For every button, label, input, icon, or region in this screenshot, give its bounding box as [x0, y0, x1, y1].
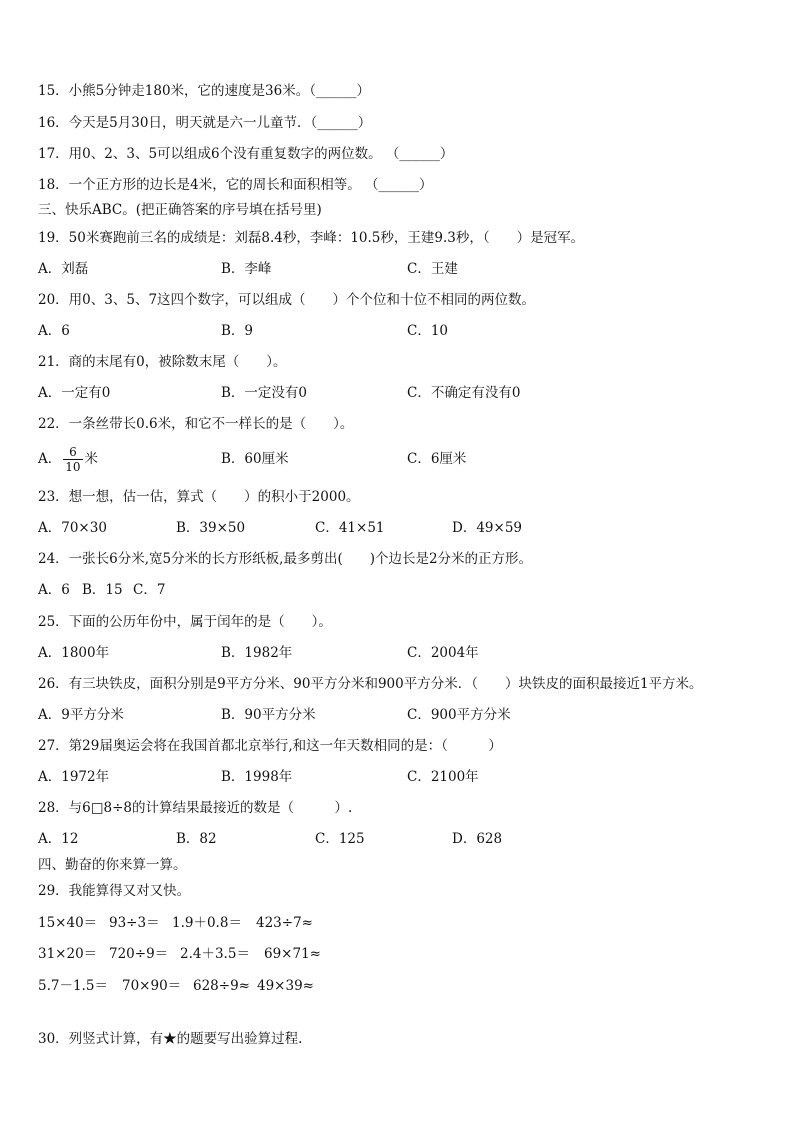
- calc-item: 15×40＝: [38, 915, 98, 931]
- fraction-unit: 米: [84, 451, 99, 467]
- option-b: B．60厘米: [221, 451, 289, 467]
- question-27-options: [38, 767, 758, 787]
- question-21: 21．商的末尾有0，被除数末尾（ ）。: [38, 354, 287, 370]
- calc-item: 5.7－1.5＝: [38, 978, 108, 994]
- option-c: C．2100年: [407, 769, 479, 785]
- option-b: B．15: [82, 582, 123, 598]
- option-a: A．刘磊: [38, 261, 89, 277]
- question-28-options: [38, 829, 758, 849]
- option-c: C．不确定有没有0: [407, 385, 521, 401]
- question-23: 23．想一想，估一估，算式（ ）的积小于2000。: [38, 489, 360, 505]
- option-a: A．1800年: [38, 645, 110, 661]
- question-27: 27．第29届奥运会将在我国首都北京举行,和这一年天数相同的是：（ ）: [38, 738, 502, 754]
- calc-item: 2.4＋3.5＝: [180, 946, 250, 962]
- question-19: 19．50米赛跑前三名的成绩是：刘磊8.4秒，李峰：10.5秒，王建9.3秒，（ ）是冠军。: [38, 230, 585, 246]
- option-b: B．90平方分米: [221, 707, 316, 723]
- option-d: D．628: [452, 831, 503, 847]
- question-16: 16．今天是5月30日，明天就是六一儿童节．（______）: [38, 115, 372, 131]
- option-b: B．1982年: [221, 645, 293, 661]
- option-a: A．6: [38, 582, 70, 598]
- fraction-numerator: 6: [63, 445, 82, 460]
- question-28: 28．与6□8÷8的计算结果最接近的数是（ ）.: [38, 800, 353, 816]
- calc-item: 93÷3＝: [109, 915, 160, 931]
- calc-item: 1.9＋0.8＝: [172, 915, 242, 931]
- section-4-title: 四、勤奋的你来算一算。: [38, 857, 187, 873]
- option-c: C．10: [407, 323, 449, 339]
- section-3-title: 三、快乐ABC。(把正确答案的序号填在括号里): [38, 202, 322, 218]
- question-15: 15．小熊5分钟走180米，它的速度是36米。（______）: [38, 83, 370, 99]
- question-20: 20．用0、3、5、7这四个数字，可以组成（ ）个个位和十位不相同的两位数。: [38, 292, 536, 308]
- calc-item: 70×90＝: [122, 978, 182, 994]
- fraction: [63, 445, 82, 474]
- option-b: B．1998年: [221, 769, 293, 785]
- question-22-options: [38, 442, 758, 476]
- question-19-options: [38, 259, 758, 279]
- option-b: B．一定没有0: [221, 385, 308, 401]
- calc-item: 423÷7≈: [256, 915, 313, 931]
- option-c: C．125: [315, 831, 365, 847]
- fraction-denominator: 10: [65, 460, 81, 474]
- question-25-options: [38, 643, 758, 663]
- option-c: C．2004年: [407, 645, 479, 661]
- option-c: C．王建: [407, 261, 458, 277]
- option-c: C．900平方分米: [407, 707, 511, 723]
- option-a: A．70×30: [38, 520, 107, 536]
- question-24-options: [38, 580, 758, 600]
- calc-item: 720÷9＝: [109, 946, 169, 962]
- question-26-options: [38, 705, 758, 725]
- calc-item: 628÷9≈: [193, 978, 250, 994]
- option-d: D．49×59: [452, 520, 522, 536]
- question-26: 26．有三块铁皮，面积分别是9平方分米、90平方分米和900平方分米．（ ）块铁皮的面积最接近1平方米。: [38, 676, 703, 692]
- option-a: A．1972年: [38, 769, 110, 785]
- option-a: [38, 442, 98, 476]
- question-18: 18．一个正方形的边长是4米，它的周长和面积相等。 （______）: [38, 177, 433, 193]
- option-c: C．41×51: [315, 520, 385, 536]
- question-22: 22．一条丝带长0.6米，和它不一样长的是（ ）。: [38, 416, 354, 432]
- calc-item: 49×39≈: [257, 978, 314, 994]
- question-25: 25．下面的公历年份中，属于闰年的是（ ）。: [38, 614, 332, 630]
- calc-item: 69×71≈: [264, 946, 321, 962]
- question-17: 17．用0、2、3、5可以组成6个没有重复数字的两位数。 （______）: [38, 146, 454, 162]
- option-a: A．6: [38, 323, 70, 339]
- question-21-options: [38, 383, 758, 403]
- question-30: 30．列竖式计算，有★的题要写出验算过程.: [38, 1031, 303, 1047]
- option-a: A．9平方分米: [38, 707, 124, 723]
- question-29: 29．我能算得又对又快。: [38, 883, 191, 899]
- option-a-label: A．: [38, 451, 62, 467]
- option-a: A．一定有0: [38, 385, 111, 401]
- option-c: C．6厘米: [407, 451, 467, 467]
- option-b: B．9: [221, 323, 254, 339]
- question-20-options: [38, 321, 758, 341]
- option-c: C．7: [133, 582, 166, 598]
- question-23-options: [38, 518, 758, 538]
- option-b: B．82: [176, 831, 217, 847]
- question-24: 24．一张长6分米,宽5分米的长方形纸板,最多剪出( )个边长是2分米的正方形。: [38, 551, 533, 567]
- option-b: B．39×50: [176, 520, 246, 536]
- option-a: A．12: [38, 831, 79, 847]
- calc-item: 31×20＝: [38, 946, 98, 962]
- option-b: B．李峰: [221, 261, 272, 277]
